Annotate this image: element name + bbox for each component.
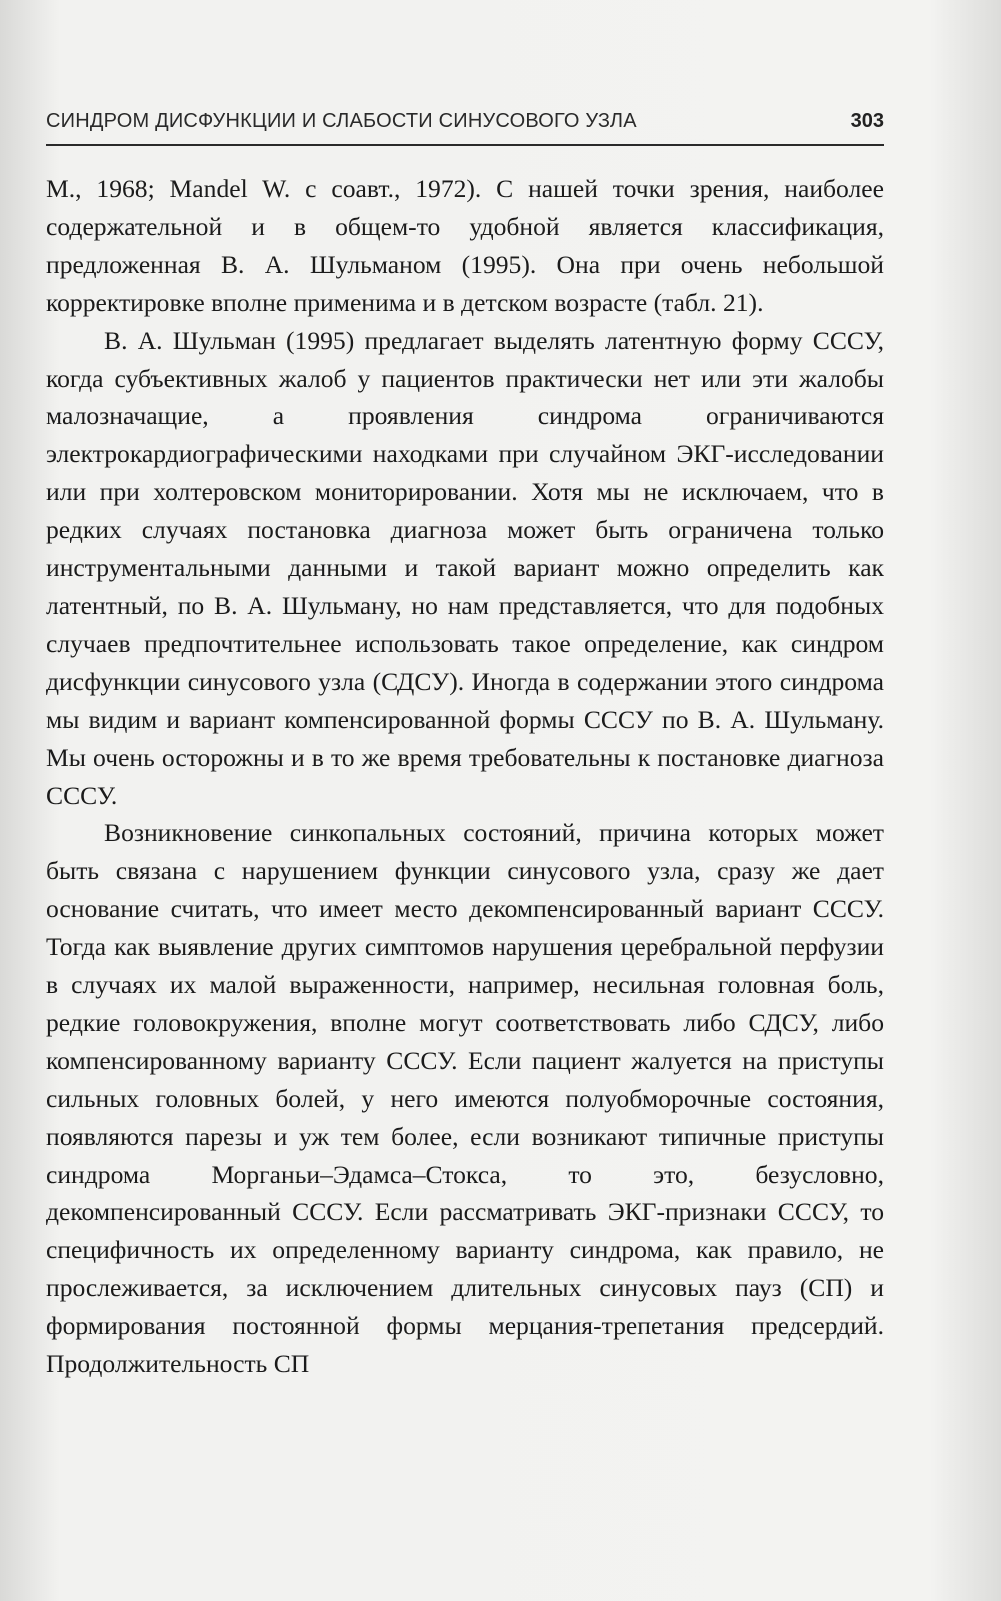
paragraph-shulman-classification: В. А. Шульман (1995) предлагает выделять латентную форму СССУ, когда субъективных жалоб у пациентов практически нет или эти жалобы малозначащие, а проявления синдрома ограничиваются электрокардиографическими находками при случайном ЭКГ-исследовании или при холтеровском мониторировании. Хотя мы не исключаем, что в редких случаях постановка диагноза может быть ограничена только инструментальными данными и такой вариант можно определить как латентный, по В. А. Шульману, но нам представляется, что для подобных случаев предпочтительнее использовать такое определение, как синдром дисфункции синусового узла (СДСУ). Иногда в содержании этого синдрома мы видим и вариант компенсированной формы СССУ по В. А. Шульману. Мы очень осторожны и в то же время требовательны к постановке диагноза СССУ. [46,325,884,810]
paragraph-continuation: М., 1968; Mandel W. с соавт., 1972). С нашей точки зрения, наиболее содержательной и в общем-то удобной является классификация, предложенная В. А. Шульманом (1995). Она при очень небольшой корректировке вполне применима и в детском возрасте (табл. 21). [46,174,884,317]
page-number: 303 [850,110,884,132]
body-text [46,170,884,1383]
paragraph-syncope: Возникновение синкопальных состояний, причина которых может быть связана с нарушением функции синусового узла, сразу же дает основание считать, что имеет место декомпенсированный вариант СССУ. Тогда как выявление других симптомов нарушения церебральной перфузии в случаях их малой выраженности, например, несильная головная боль, редкие головокружения, вполне могут соответствовать либо СДСУ, либо компенсированному варианту СССУ. Если пациент жалуется на приступы сильных головных болей, у него имеются полуобморочные состояния, появляются парезы и уж тем более, если возникают типичные приступы синдрома Морганьи–Эдамса–Стокса, то это, безусловно, декомпенсированный СССУ. Если рассматривать ЭКГ-признаки СССУ, то специфичность их определенному варианту синдрома, как правило, не прослеживается, за исключением длительных синусовых пауз (СП) и формирования постоянной формы мерцания-трепетания предсердий. Продолжительность СП [46,818,884,1379]
running-head [46,106,884,146]
running-title: СИНДРОМ ДИСФУНКЦИИ И СЛАБОСТИ СИНУСОВОГО УЗЛА [46,110,637,132]
